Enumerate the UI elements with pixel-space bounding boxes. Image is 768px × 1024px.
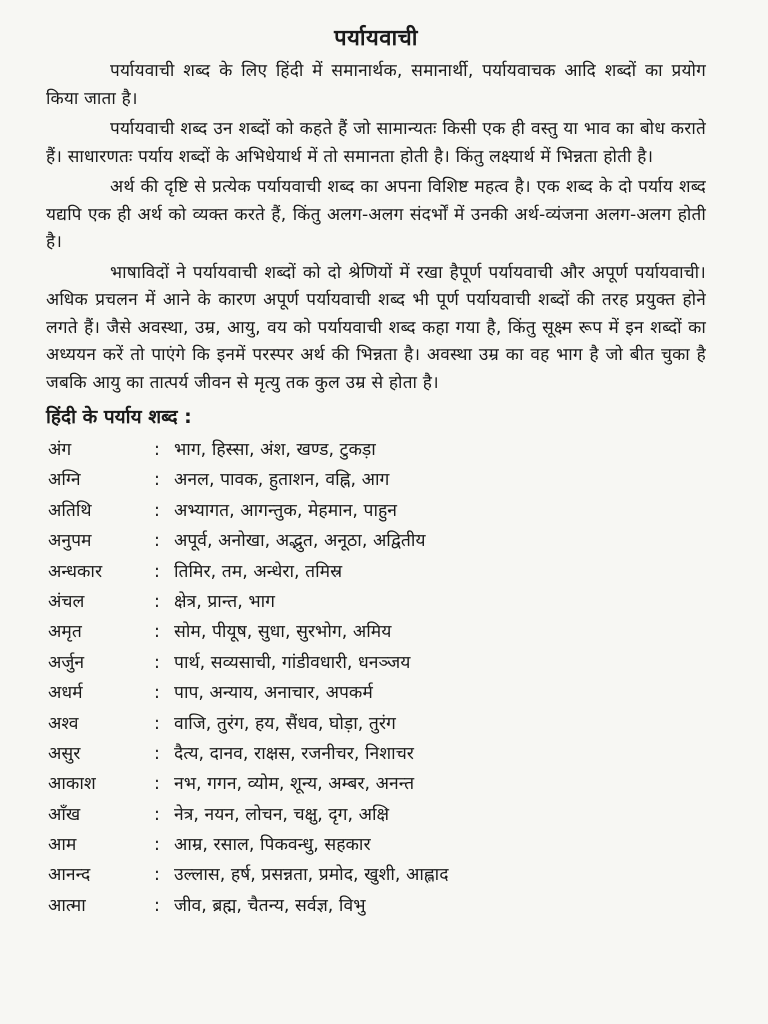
entry-word: अंचल: [48, 591, 85, 612]
intro-paragraph-1: पर्यायवाची शब्द के लिए हिंदी में समानार्थक, समानार्थी, पर्यायवाचक आदि शब्दों का प्रयोग किया जाता है।: [46, 61, 706, 109]
synonyms-heading: हिंदी के पर्याय शब्द :: [46, 406, 192, 428]
intro-paragraph-2: पर्यायवाची शब्द उन शब्दों को कहते हैं जो सामान्यतः किसी एक ही वस्तु या भाव का बोध कराते हैं। साधारणतः पर्याय शब्दों के अभिधेयार्थ में तो समानता होती है। किंतु लक्ष्यार्थ में भिन्नता होती है।: [46, 119, 706, 167]
entry-word: आत्मा: [48, 895, 86, 916]
synonym-entry: [48, 893, 706, 923]
entry-synonyms: क्षेत्र, प्रान्त, भाग: [174, 591, 276, 612]
entry-synonyms: तिमिर, तम, अन्धेरा, तमिस्र: [174, 561, 343, 582]
synonym-entry: [48, 832, 706, 862]
synonym-entry: [48, 862, 706, 892]
entry-synonyms: वाजि, तुरंग, हय, सैंधव, घोड़ा, तुरंग: [174, 713, 396, 734]
synonym-entry: [48, 498, 706, 528]
entry-synonyms: सोम, पीयूष, सुधा, सुरभोग, अमिय: [174, 622, 392, 643]
synonym-entry: [48, 619, 706, 649]
entry-synonyms: उल्लास, हर्ष, प्रसन्नता, प्रमोद, खुशी, आह्लाद: [174, 865, 449, 886]
entry-word: अतिथि: [48, 500, 92, 521]
entry-synonyms: जीव, ब्रह्म, चैतन्य, सर्वज्ञ, विभु: [174, 895, 366, 916]
entry-separator: :: [154, 652, 160, 673]
synonym-entry: [48, 711, 706, 741]
intro-paragraph-4: भाषाविदों ने पर्यायवाची शब्दों को दो श्रेणियों में रखा हैपूर्ण पर्यायवाची और अपूर्ण पर्यायवाची। अधिक प्रचलन में आने के कारण अपूर्ण पर्यायवाची शब्द भी पूर्ण पर्यायवाची शब्दों की तरह प्रयुक्त होने लगते हैं। जैसे अवस्था, उम्र, आयु, वय को पर्यायवाची शब्द कहा गया है, किंतु सूक्ष्म रूप में इन शब्दों का अध्ययन करें तो पाएंगे कि इनमें परस्पर अर्थ की भिन्नता है। अवस्था उम्र का वह भाग है जो बीत चुका है जबकि आयु का तात्पर्य जीवन से मृत्यु तक कुल उम्र से होता है।: [46, 262, 706, 393]
entry-synonyms: दैत्य, दानव, राक्षस, रजनीचर, निशाचर: [174, 743, 414, 764]
entry-word: आम: [48, 835, 77, 856]
synonym-entry: [48, 559, 706, 589]
entry-word: अर्जुन: [48, 652, 85, 673]
entry-word: असुर: [48, 743, 81, 764]
entry-separator: :: [154, 440, 160, 460]
synonym-entry: [48, 680, 706, 710]
entry-word: अग्नि: [48, 470, 81, 491]
synonym-entry: [48, 741, 706, 771]
entry-separator: :: [154, 470, 160, 491]
entry-separator: :: [154, 622, 160, 643]
entry-synonyms: अभ्यागत, आगन्तुक, मेहमान, पाहुन: [174, 500, 398, 521]
page-title: पर्यायवाची: [334, 26, 418, 51]
entry-separator: :: [154, 743, 160, 764]
synonym-entry: [48, 650, 706, 680]
entry-word: आँख: [48, 804, 81, 825]
synonym-entry: [48, 589, 706, 619]
entry-separator: :: [154, 835, 160, 856]
entry-word: अंग: [48, 440, 72, 460]
synonym-entry: [48, 528, 706, 558]
synonym-entry: [48, 437, 706, 467]
entry-word: अधर्म: [48, 683, 83, 704]
synonym-entry: [48, 771, 706, 801]
entry-word: अनुपम: [48, 531, 92, 552]
entry-separator: :: [154, 561, 160, 582]
entry-word: अमृत: [48, 622, 82, 643]
entry-word: आनन्द: [48, 865, 91, 886]
entry-word: अन्धकार: [48, 561, 103, 582]
entry-separator: :: [154, 531, 160, 552]
document-page: [46, 18, 706, 923]
entry-separator: :: [154, 804, 160, 825]
entry-separator: :: [154, 895, 160, 916]
entry-separator: :: [154, 591, 160, 612]
entry-word: अश्व: [48, 713, 79, 734]
entry-synonyms: नेत्र, नयन, लोचन, चक्षु, दृग, अक्षि: [174, 804, 390, 825]
entry-separator: :: [154, 683, 160, 704]
entry-word: आकाश: [48, 774, 96, 795]
entry-synonyms: अपूर्व, अनोखा, अद्भुत, अनूठा, अद्वितीय: [174, 531, 426, 552]
entry-synonyms: पाप, अन्याय, अनाचार, अपकर्म: [174, 683, 373, 704]
synonym-entry: [48, 467, 706, 497]
entry-synonyms: नभ, गगन, व्योम, शून्य, अम्बर, अनन्त: [174, 774, 415, 795]
entry-separator: :: [154, 865, 160, 886]
entry-synonyms: पार्थ, सव्यसाची, गांडीवधारी, धनञ्जय: [174, 652, 411, 673]
entry-synonyms: भाग, हिस्सा, अंश, खण्ड, टुकड़ा: [174, 440, 376, 460]
synonym-list: [48, 437, 706, 923]
intro-paragraph-3: अर्थ की दृष्टि से प्रत्येक पर्यायवाची शब्द का अपना विशिष्ट महत्व है। एक शब्द के दो पर्याय शब्द यद्यपि एक ही अर्थ को व्यक्त करते हैं, किंतु अलग-अलग संदर्भों में उनकी अर्थ-व्यंजना अलग-अलग होती है।: [46, 177, 706, 252]
entry-separator: :: [154, 713, 160, 734]
entry-separator: :: [154, 500, 160, 521]
entry-synonyms: आम्र, रसाल, पिकवन्धु, सहकार: [174, 835, 371, 856]
entry-synonyms: अनल, पावक, हुताशन, वह्नि, आग: [174, 470, 390, 491]
synonym-entry: [48, 802, 706, 832]
entry-separator: :: [154, 774, 160, 795]
